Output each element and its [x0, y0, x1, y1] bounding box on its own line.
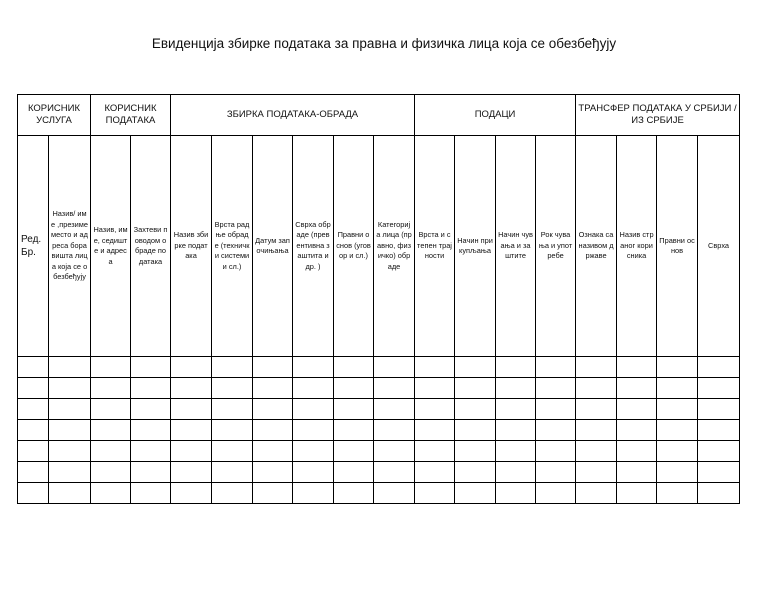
col-red-br: Ред. Бр.	[18, 136, 49, 357]
table-cell[interactable]	[334, 441, 374, 462]
table-cell[interactable]	[415, 378, 455, 399]
table-cell[interactable]	[576, 483, 617, 504]
table-cell[interactable]	[657, 378, 698, 399]
table-cell[interactable]	[293, 378, 334, 399]
table-cell[interactable]	[698, 357, 740, 378]
col-naziv-ime-adresa-label: Назив/ име ,презиме место и адреса боравишта лица која се обезбеђују	[51, 209, 88, 282]
table-cell[interactable]	[657, 399, 698, 420]
table-cell[interactable]	[415, 441, 455, 462]
group-korisnik-podataka: КОРИСНИК ПОДАТАКА	[91, 95, 171, 136]
table-cell[interactable]	[576, 399, 617, 420]
table-cell[interactable]	[212, 357, 253, 378]
table-cell[interactable]	[455, 399, 496, 420]
table-cell[interactable]	[415, 420, 455, 441]
col-datum	[253, 136, 293, 357]
col-svrha-transfer	[698, 136, 740, 357]
table-cell[interactable]	[253, 399, 293, 420]
col-svrha-transfer-label: Сврха	[708, 240, 730, 250]
table-cell[interactable]	[374, 462, 415, 483]
table-cell[interactable]	[171, 399, 212, 420]
col-pravni-osnov-label: Правни основ (уговор и сл.)	[336, 230, 371, 261]
col-oznaka-drzave	[576, 136, 617, 357]
table-cell[interactable]	[455, 420, 496, 441]
table-cell[interactable]	[536, 483, 576, 504]
table-row	[18, 378, 740, 399]
col-vrsta-stepen	[415, 136, 455, 357]
table-cell[interactable]	[171, 357, 212, 378]
table-cell[interactable]	[536, 357, 576, 378]
group-podaci: ПОДАЦИ	[415, 95, 576, 136]
col-vrsta-radnje	[212, 136, 253, 357]
empty-rows	[18, 357, 740, 504]
table-cell[interactable]	[617, 378, 657, 399]
col-nacin-prikupljanja	[455, 136, 496, 357]
table-cell[interactable]	[455, 462, 496, 483]
table-cell[interactable]	[18, 420, 49, 441]
table-cell[interactable]	[374, 357, 415, 378]
col-vrsta-stepen-label: Врста и степен трајности	[417, 230, 452, 261]
col-pravni-osnov-transfer	[657, 136, 698, 357]
col-datum-label: Датум започињања	[255, 235, 290, 255]
table-cell[interactable]	[293, 483, 334, 504]
table-cell[interactable]	[91, 420, 131, 441]
table-cell[interactable]	[253, 378, 293, 399]
col-rok-cuvanja	[536, 136, 576, 357]
table-cell[interactable]	[293, 357, 334, 378]
table-row	[18, 483, 740, 504]
table-cell[interactable]	[374, 420, 415, 441]
table-cell[interactable]	[91, 357, 131, 378]
table-cell[interactable]	[293, 441, 334, 462]
table-cell[interactable]	[49, 378, 91, 399]
document-title: Евиденција збирке података за правна и физичка лица која се обезбеђују	[151, 36, 617, 51]
table-cell[interactable]	[657, 462, 698, 483]
table-cell[interactable]	[415, 399, 455, 420]
col-kategorija	[374, 136, 415, 357]
table-cell[interactable]	[131, 420, 171, 441]
table-cell[interactable]	[617, 441, 657, 462]
table-cell[interactable]	[496, 420, 536, 441]
table-cell[interactable]	[334, 483, 374, 504]
table-cell[interactable]	[455, 357, 496, 378]
table-cell[interactable]	[576, 420, 617, 441]
col-vrsta-radnje-label: Врста радње обраде (технички системи и сл.)	[214, 219, 250, 271]
table-cell[interactable]	[171, 441, 212, 462]
col-nacin-cuvanja	[496, 136, 536, 357]
table-cell[interactable]	[212, 420, 253, 441]
table-cell[interactable]	[49, 399, 91, 420]
table-cell[interactable]	[455, 483, 496, 504]
group-transfer: ТРАНСФЕР ПОДАТАКА У СРБИЈИ / ИЗ СРБИЈЕ	[576, 95, 740, 136]
column-header-row	[18, 136, 740, 357]
table-cell[interactable]	[131, 483, 171, 504]
table-cell[interactable]	[576, 462, 617, 483]
table-cell[interactable]	[496, 462, 536, 483]
table-cell[interactable]	[171, 462, 212, 483]
table-cell[interactable]	[657, 441, 698, 462]
table-cell[interactable]	[171, 420, 212, 441]
col-naziv-zbirke	[171, 136, 212, 357]
table-cell[interactable]	[91, 441, 131, 462]
table-cell[interactable]	[698, 441, 740, 462]
col-zahtevi	[131, 136, 171, 357]
table-cell[interactable]	[171, 483, 212, 504]
table-cell[interactable]	[91, 483, 131, 504]
table-cell[interactable]	[212, 483, 253, 504]
table-cell[interactable]	[293, 399, 334, 420]
table-cell[interactable]	[374, 399, 415, 420]
table-cell[interactable]	[49, 441, 91, 462]
table-cell[interactable]	[49, 420, 91, 441]
group-zbirka-podataka: ЗБИРКА ПОДАТАКА-ОБРАДА	[171, 95, 415, 136]
table-cell[interactable]	[49, 483, 91, 504]
col-rok-cuvanja-label: Рок чувања и употребе	[538, 230, 573, 261]
table-cell[interactable]	[334, 378, 374, 399]
table-cell[interactable]	[496, 483, 536, 504]
col-nacin-prikupljanja-label: Начин прикупљања	[457, 235, 493, 255]
table-cell[interactable]	[212, 441, 253, 462]
table-cell[interactable]	[374, 483, 415, 504]
col-kategorija-label: Категорија лица (правно, физичко) обраде	[376, 219, 412, 271]
table-cell[interactable]	[455, 378, 496, 399]
col-naziv-zbirke-label: Назив збирке података	[173, 230, 209, 261]
table-row	[18, 399, 740, 420]
table-cell[interactable]	[698, 420, 740, 441]
table-cell[interactable]	[698, 399, 740, 420]
table-cell[interactable]	[253, 420, 293, 441]
col-nacin-cuvanja-label: Начин чувања и заштите	[498, 230, 533, 261]
col-naziv-sediste-label: Назив, име, седиште и адреса	[93, 225, 128, 266]
table-cell[interactable]	[657, 483, 698, 504]
table-cell[interactable]	[131, 378, 171, 399]
table-row	[18, 357, 740, 378]
table-cell[interactable]	[293, 462, 334, 483]
table-cell[interactable]	[536, 441, 576, 462]
table-cell[interactable]	[698, 483, 740, 504]
table-cell[interactable]	[657, 357, 698, 378]
col-naziv-sediste	[91, 136, 131, 357]
table-cell[interactable]	[18, 462, 49, 483]
table-cell[interactable]	[496, 378, 536, 399]
table-cell[interactable]	[18, 483, 49, 504]
table-cell[interactable]	[415, 483, 455, 504]
table-cell[interactable]	[334, 357, 374, 378]
table-cell[interactable]	[415, 357, 455, 378]
col-zahtevi-label: Захтеви поводом обраде података	[133, 225, 168, 266]
col-svrha-obrade-label: Сврха обраде (превентивна заштита и др. )	[295, 219, 331, 271]
table-cell[interactable]	[91, 399, 131, 420]
col-pravni-osnov	[334, 136, 374, 357]
table-cell[interactable]	[455, 441, 496, 462]
table-cell[interactable]	[617, 483, 657, 504]
table-cell[interactable]	[698, 378, 740, 399]
table-cell[interactable]	[576, 441, 617, 462]
table-cell[interactable]	[253, 483, 293, 504]
table-cell[interactable]	[131, 441, 171, 462]
table-cell[interactable]	[131, 399, 171, 420]
table-cell[interactable]	[18, 441, 49, 462]
table-cell[interactable]	[536, 399, 576, 420]
table-cell[interactable]	[536, 462, 576, 483]
table-cell[interactable]	[617, 357, 657, 378]
table-cell[interactable]	[657, 420, 698, 441]
table-cell[interactable]	[496, 357, 536, 378]
table-cell[interactable]	[617, 420, 657, 441]
table-cell[interactable]	[18, 357, 49, 378]
table-cell[interactable]	[374, 378, 415, 399]
group-korisnik-usluga: КОРИСНИК УСЛУГА	[18, 95, 91, 136]
table-cell[interactable]	[698, 462, 740, 483]
table-cell[interactable]	[131, 357, 171, 378]
table-cell[interactable]	[212, 462, 253, 483]
table-cell[interactable]	[91, 378, 131, 399]
table-cell[interactable]	[334, 399, 374, 420]
col-naziv-stranog	[617, 136, 657, 357]
table-cell[interactable]	[334, 420, 374, 441]
table-row	[18, 441, 740, 462]
col-naziv-ime-adresa	[49, 136, 91, 357]
col-pravni-osnov-transfer-label: Правни основ	[659, 235, 695, 255]
table-cell[interactable]	[18, 378, 49, 399]
table-cell[interactable]	[374, 441, 415, 462]
table-cell[interactable]	[49, 462, 91, 483]
table-cell[interactable]	[253, 441, 293, 462]
table-cell[interactable]	[293, 420, 334, 441]
table-cell[interactable]	[253, 462, 293, 483]
table-cell[interactable]	[253, 357, 293, 378]
table-cell[interactable]	[415, 462, 455, 483]
table-cell[interactable]	[212, 399, 253, 420]
table-cell[interactable]	[617, 462, 657, 483]
table-cell[interactable]	[576, 357, 617, 378]
group-header-row	[18, 95, 740, 136]
table-cell[interactable]	[496, 399, 536, 420]
col-oznaka-drzave-label: Ознака са називом државе	[578, 230, 614, 261]
table-cell[interactable]	[18, 399, 49, 420]
table-cell[interactable]	[536, 420, 576, 441]
table-cell[interactable]	[49, 357, 91, 378]
table-cell[interactable]	[576, 378, 617, 399]
table-cell[interactable]	[496, 441, 536, 462]
col-naziv-stranog-label: Назив страног корисника	[619, 230, 654, 261]
col-svrha-obrade	[293, 136, 334, 357]
table-cell[interactable]	[91, 462, 131, 483]
table-row	[18, 462, 740, 483]
table-row	[18, 420, 740, 441]
table-cell[interactable]	[617, 399, 657, 420]
table-cell[interactable]	[334, 462, 374, 483]
register-table	[17, 94, 740, 504]
table-cell[interactable]	[212, 378, 253, 399]
table-cell[interactable]	[131, 462, 171, 483]
table-cell[interactable]	[171, 378, 212, 399]
table-cell[interactable]	[536, 378, 576, 399]
